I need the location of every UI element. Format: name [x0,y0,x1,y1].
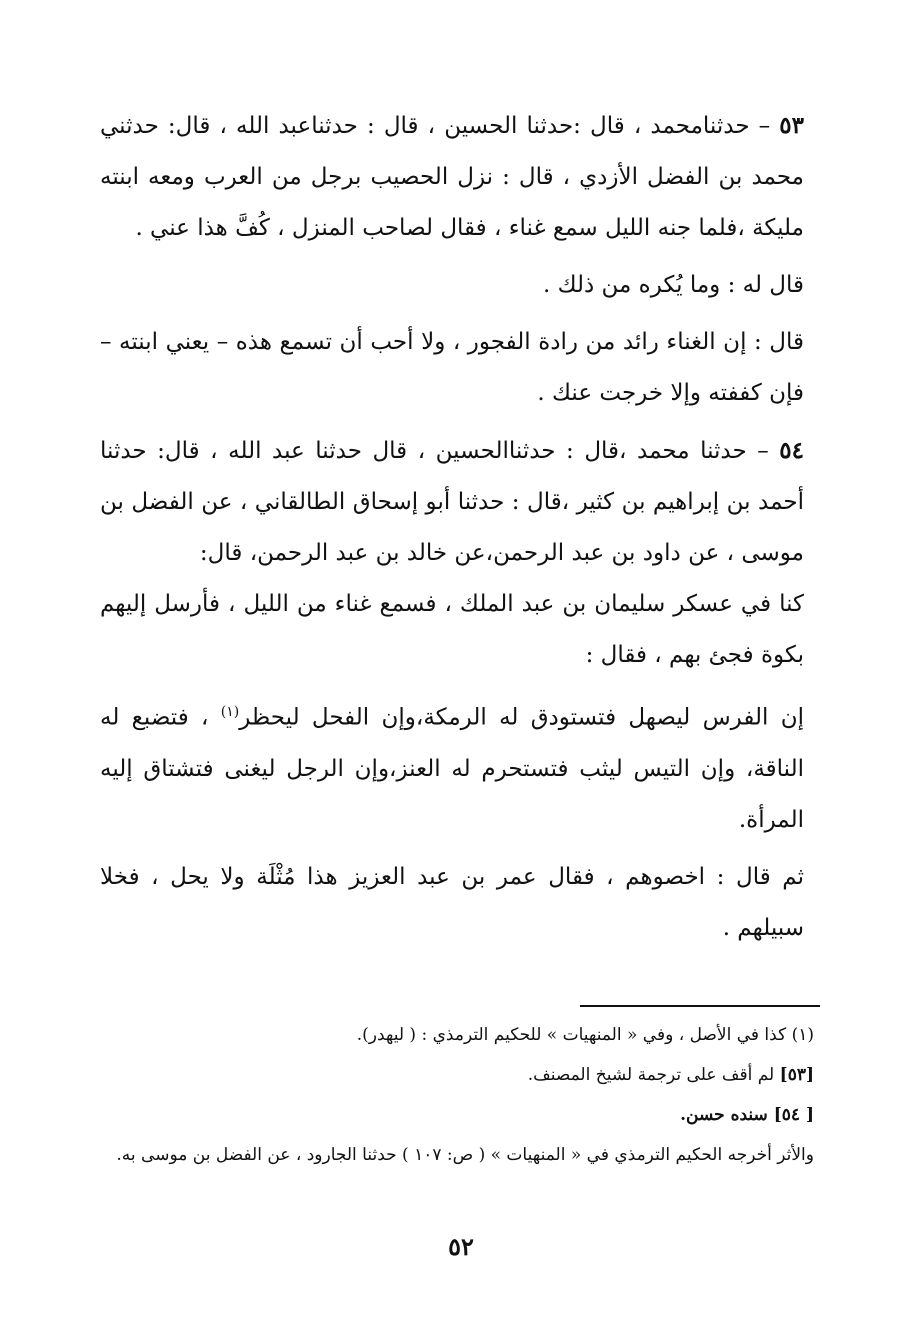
paragraph-53-text: – حدثنامحمد ، قال :حدثنا الحسين ، قال : حدثناعبد الله ، قال: حدثني محمد بن الفضل الأزدي ، قال : نزل الحصيب برجل من العرب ومعه ابنته مليكة ،فلما جنه الليل سمع غناء ، فقال لصاحب المنزل ، كُفَّ هذا عني . [100,113,804,241]
hadith-number-54: ٥٤ [779,437,804,464]
paragraph-horse-text-a: إن الفرس ليصهل فتستودق له الرمكة،وإن الفحل ليحظر [239,704,804,731]
footnote-54-tag: [ ٥٤] [773,1105,814,1125]
footnote-54-text: سنده حسن. [680,1105,774,1125]
footnote-54-source: والأثر أخرجه الحكيم الترمذي في « المنهيات » ( ص: ١٠٧ ) حدثنا الجارود ، عن الفضل بن موسى به. [116,1145,814,1165]
footnote-1: (١) كذا في الأصل ، وفي « المنهيات » للحكيم الترمذي : ( ليهدر). [356,1025,814,1045]
footnote-divider [580,1005,820,1007]
paragraph-camp: كنا في عسكر سليمان بن عبد الملك ، فسمع غناء من الليل ، فأرسل إليهم بكوة فجئ بهم ، فقال : [100,591,804,668]
footnotes [92,1015,814,1175]
paragraph-reply: قال له : وما يُكره من ذلك . [542,272,804,298]
footnote-ref-1: (١) [220,704,240,720]
page-number: ٥٢ [448,1232,474,1261]
hadith-number-53: ٥٣ [779,112,804,139]
footnote-54 [92,1095,814,1135]
paragraph-conclusion: ثم قال : اخصوهم ، فقال عمر بن عبد العزيز هذا مُثْلَة ولا يحل ، فخلا سبيلهم . [100,863,804,941]
paragraph-53 [100,100,804,254]
paragraph-horse-text-b: ، فتضبع له الناقة، وإن التيس ليثب فتستحرم له العنز،وإن الرجل ليغنى فتشتاق إليه المرأة. [100,704,804,833]
paragraph-horse [100,687,804,846]
paragraph-54 [100,425,804,579]
paragraph-54-text: – حدثنا محمد ،قال : حدثناالحسين ، قال حدثنا عبد الله ، قال: حدثنا أحمد بن إبراهيم بن كثير ،قال : حدثنا أبو إسحاق الطالقاني ، عن الفضل بن موسى ، عن داود بن عبد الرحمن،عن خالد بن عبد الرحمن، قال: [100,438,804,566]
footnote-53-text: لم أقف على ترجمة لشيخ المصنف. [527,1065,780,1085]
footnote-53-tag: [٥٣] [779,1065,814,1085]
footnote-53 [92,1055,814,1095]
main-text [100,100,804,954]
paragraph-explanation: قال : إن الغناء رائد من رادة الفجور ، ولا أحب أن تسمع هذه – يعني ابنته –فإن كففته وإلا خرجت عنك . [100,329,804,406]
